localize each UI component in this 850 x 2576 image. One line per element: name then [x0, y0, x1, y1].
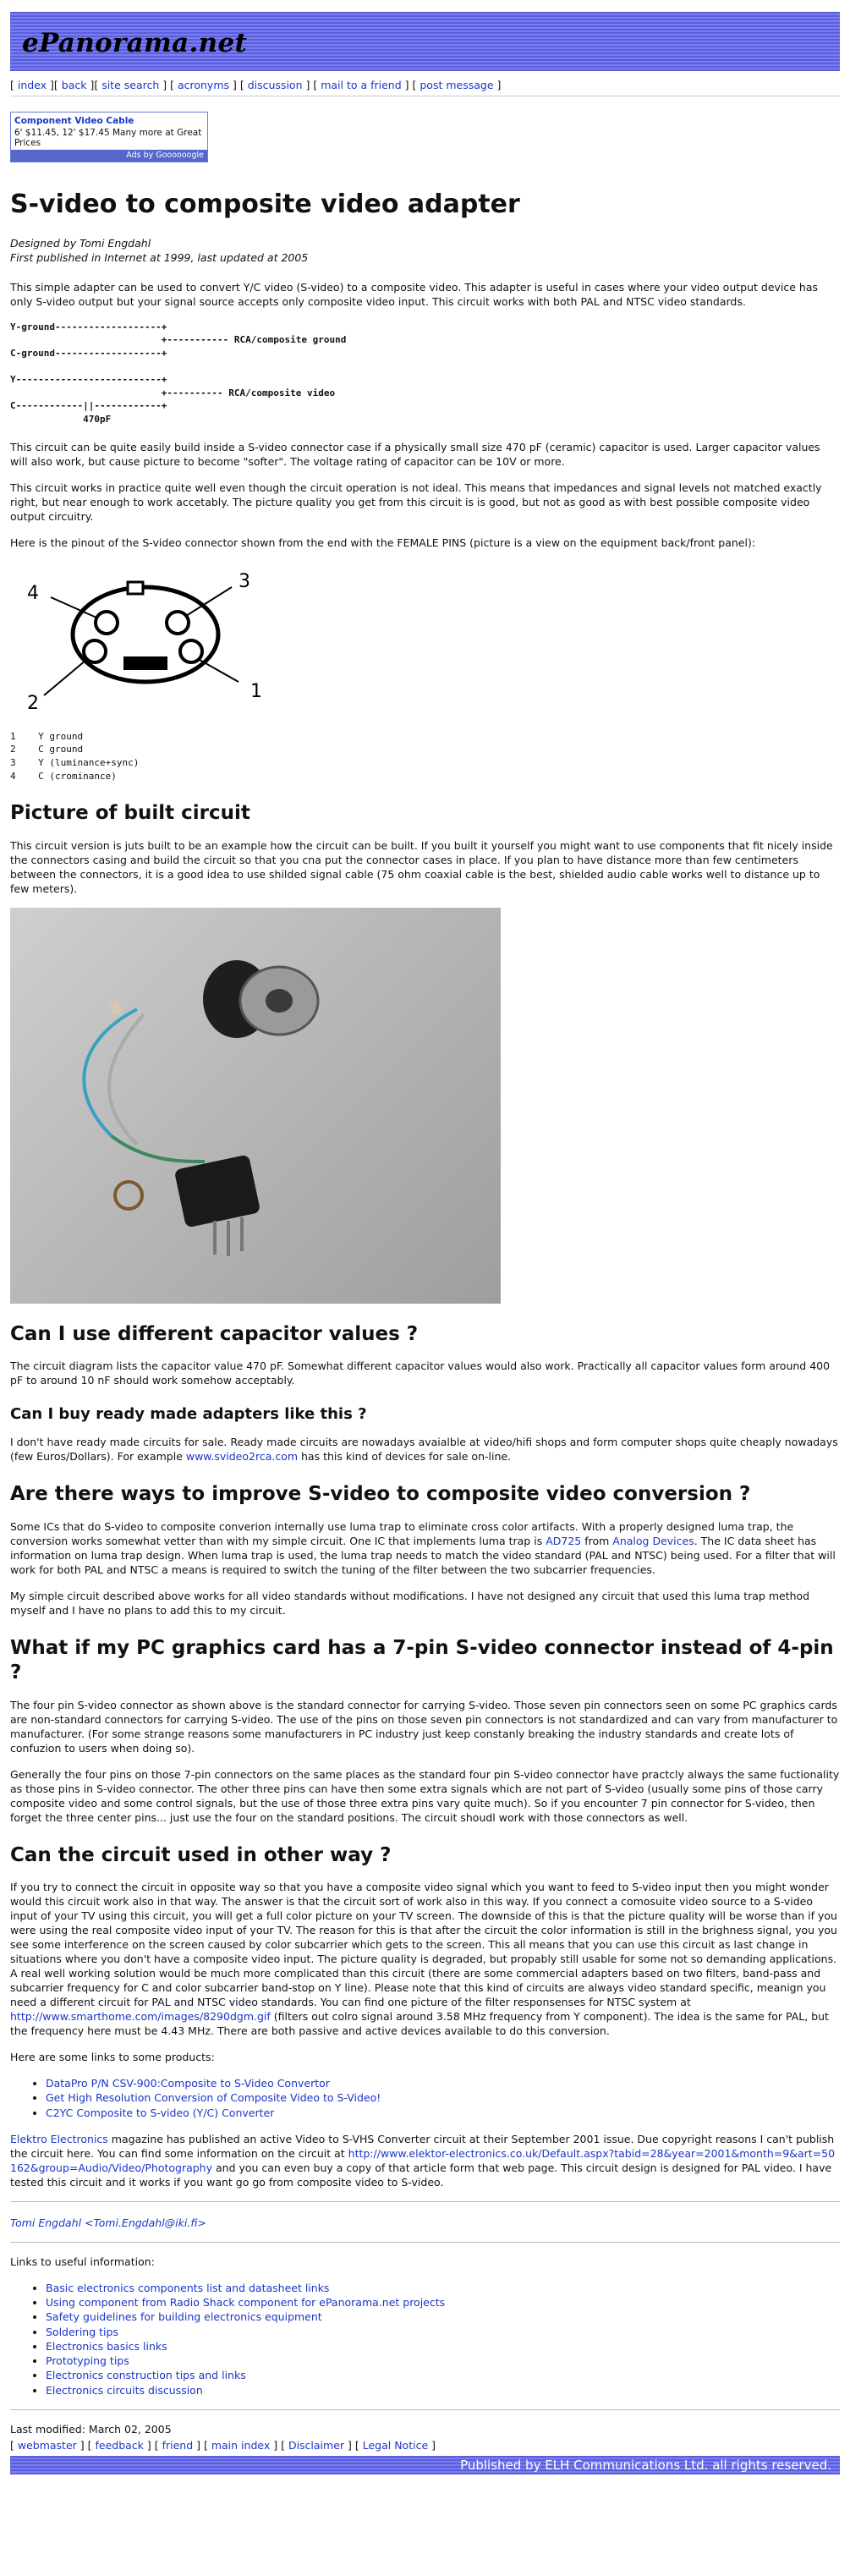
list-item: [46, 2295, 840, 2310]
author-name-link[interactable]: Tomi Engdahl: [10, 2216, 82, 2229]
list-item: [46, 2310, 840, 2324]
list-item: [46, 2106, 840, 2120]
last-modified: Last modified: March 02, 2005: [10, 2422, 172, 2436]
intro-paragraph: This simple adapter can be used to convert Y/C video (S-video) to a composite video. This adapter is useful in cases where your video output device has only S-video output but your signal source accepts only composite video input. This circuit works with both PAL and NTSC video standards.: [10, 280, 819, 308]
7pin-paragraph-2: Generally the four pins on those 7-pin connectors on the same places as the standard four pin S-video connector have practcly always the same fuctionality as those pins in S-video connector. The other three pins can have then some extra signals which are not part of S-video (usually some pins of those carry composite video and some control signals, but the use of those three extra pins vary quite much). So if you encounter 7 pin connector for S-video, then forget the three center pins... just use the four on the standard positions. The circuit shoudl work with those connectors as well.: [10, 1767, 840, 1824]
useful-link-construction[interactable]: Electronics construction tips and links: [46, 2369, 246, 2382]
ad-title[interactable]: Component Video Cable: [14, 116, 134, 126]
heading-picture: Picture of built circuit: [10, 802, 250, 825]
elektro-link[interactable]: Elektro Electronics: [10, 2132, 108, 2145]
list-item: [46, 2090, 840, 2105]
other-text-2: (filters out colro signal around 3.58 MHz frequency from Y component). The idea is the same for PAL, but the frequency here must be 4.43 MHz. There are both passive and active devices available to do this conversion.: [10, 2010, 829, 2038]
heading-buy: Can I buy ready made adapters like this ?: [10, 1404, 367, 1423]
page-title: S-video to composite video adapter: [10, 189, 520, 219]
build-paragraph: This circuit can be quite easily build inside a S-video connector case if a physically small size 470 pF (ceramic) capacitor is used. Larger capacitor values will also work, but cause picture to become "softer". The voltage rating of capacitor can be 10V or more.: [10, 440, 820, 468]
circuit-photo: [10, 908, 501, 1304]
ad-footer[interactable]: Ads by Goooooogle: [11, 150, 207, 162]
pin-label-4: 4: [27, 582, 39, 604]
useful-link-safety[interactable]: Safety guidelines for building electronics equipment: [46, 2310, 322, 2324]
elektor-url-link[interactable]: http://www.elektor-electronics.co.uk/Default.aspx?tabid=28&year=2001&month=9&art=50162&group=Audio/Video/Photography: [10, 2146, 836, 2174]
divider: [10, 2242, 840, 2243]
footer-friend[interactable]: friend: [162, 2438, 194, 2452]
useful-link-radioshack[interactable]: Using component from Radio Shack component for ePanorama.net projects: [46, 2296, 446, 2310]
product-links-list: [10, 2076, 840, 2120]
bottom-nav: [ webmaster ] [ feedback ] [ friend ] [ main index ] [ Disclaimer ] [ Legal Notice ]: [10, 2438, 436, 2452]
list-item: [46, 2076, 840, 2090]
buy-text-2: has this kind of devices for sale on-line.: [298, 1450, 512, 1464]
improve-paragraph: [10, 1519, 840, 1577]
useful-link-soldering[interactable]: Soldering tips: [46, 2325, 118, 2338]
byline: [10, 236, 840, 265]
published-line: First published in Internet at 1999, last updated at 2005: [10, 250, 309, 264]
list-item: [46, 2281, 840, 2295]
author-signature: [10, 2216, 840, 2230]
useful-links-heading: Links to useful information:: [10, 2255, 155, 2268]
svideo-connector-diagram: [10, 568, 289, 717]
improve-text-3: . The IC data sheet has information on luma trap design. When luma trap is used, the luma trap needs to match the video standard (PAL and NTSC) being used. For a filter that will work for both PAL and NTSC a means is required to switch the tuning of the filter between the two subcarrier frequencies.: [10, 1534, 836, 1576]
other-way-paragraph: [10, 1880, 840, 2038]
heading-7pin: What if my PC graphics card has a 7-pin S-video connector instead of 4-pin ?: [10, 1636, 834, 1684]
footer-webmaster[interactable]: webmaster: [17, 2438, 77, 2452]
buy-text-1: I don't have ready made circuits for sale. Ready made circuits are nowadays avaialble at video/hifi shops and form computer shops quite cheaply nowadays (few Euros/Dollars). For example: [10, 1436, 838, 1464]
7pin-paragraph-1: The four pin S-video connector as shown above is the standard connector for carrying S-video. Those seven pin connectors seen on some PC graphics cards are non-standard connectors for carrying S-video. The use of the pins on those seven pin connectors is not standardized and can vary from manufacturer to manufacturer. (For some strange reasons some manufacturers in PC industry just keep constanly breaking the industry standards and create lots of confuzion to users when doing so).: [10, 1698, 838, 1755]
heading-improve: Are there ways to improve S-video to composite video conversion ?: [10, 1483, 751, 1506]
improve-paragraph-2: My simple circuit described above works for all video standards without modifications. I have not designed any circuit that used this luma trap method myself and I have no plans to add this to my circuit.: [10, 1589, 810, 1617]
divider: [10, 2409, 840, 2410]
heading-capacitor: Can I use different capacitor values ?: [10, 1322, 419, 1345]
ad-description: 6' $11.45, 12' $17.45 Many more at Great Prices: [14, 127, 202, 149]
picture-paragraph: This circuit version is juts built to be an example how the circuit can be built. If you built it yourself you might want to use components that fit nicely inside the connectors casing and build the circuit so that you cna put the connector cases in place. If you plan to have distance more than few centimeters between the connectors, it is a good idea to use shilded signal cable (75 ohm coaxial cable is the best, shielded audio cable works well to distance up to few meters).: [10, 838, 833, 895]
product-link-hires[interactable]: Get High Resolution Conversion of Composite Video to S-Video!: [46, 2091, 381, 2105]
pin-label-2: 2: [27, 692, 39, 714]
footer-feedback[interactable]: feedback: [95, 2438, 144, 2452]
product-links-intro: Here are some links to some products:: [10, 2051, 215, 2064]
useful-link-prototyping[interactable]: Prototyping tips: [46, 2354, 129, 2368]
google-ad[interactable]: [10, 112, 208, 162]
pin-label-3: 3: [239, 570, 250, 592]
author-email-link[interactable]: <Tomi.Engdahl@iki.fi>: [85, 2216, 206, 2229]
useful-link-components[interactable]: Basic electronics components list and datasheet links: [46, 2281, 330, 2294]
footer-main-index[interactable]: main index: [211, 2438, 271, 2452]
elektro-paragraph: [10, 2132, 840, 2189]
practice-paragraph: This circuit works in practice quite well even though the circuit operation is not ideal. This means that impedances and signal levels not matched exactly right, but near enough to work accetably. The picture quality you get from this circuit is is good, but not as good as with best possible composite video output circuitry.: [10, 481, 822, 523]
list-item: [46, 2383, 840, 2397]
elektro-text-1: magazine has published an active Video to S-VHS Converter circuit at their September 2001 issue. Due copyright reasons I can't publish the circuit here. You can find some information on the circuit at: [10, 2132, 835, 2160]
site-logo[interactable]: ePanorama.net: [22, 28, 248, 58]
footer-banner: [10, 2456, 840, 2474]
list-item: [46, 2325, 840, 2339]
elektro-text-2: and you can even buy a copy of that article form that web page. This circuit design is designed for PAL video. I have tested this circuit and it works if you want go go from composite video to S-video.: [10, 2161, 832, 2189]
buy-paragraph: [10, 1435, 840, 1464]
useful-links-list: [10, 2281, 840, 2397]
nav-post-message[interactable]: post message: [420, 79, 494, 91]
site-banner: [10, 12, 840, 71]
product-link-c2yc[interactable]: C2YC Composite to S-video (Y/C) Converter: [46, 2106, 275, 2119]
svideo2rca-link[interactable]: www.svideo2rca.com: [185, 1450, 299, 1464]
author-line: Designed by Tomi Engdahl: [10, 236, 151, 250]
capacitor-paragraph: The circuit diagram lists the capacitor value 470 pF. Somewhat different capacitor values would also work. Practically all capacitor values form around 400 pF to around 10 nF should work somehow acceptably.: [10, 1359, 831, 1387]
circuit-schematic: Y-ground-------------------+ +----------- RCA/composite ground C-ground-------------------+ Y--------------------------+ +---------- RCA/composite video C------------||------------+ 470pF: [10, 321, 347, 426]
footer-legal-notice[interactable]: Legal Notice: [362, 2438, 429, 2452]
improve-text-1: Some ICs that do S-video to composite converion internally use luma trap to eliminate cross color artifacts. With a properly designed luma trap, the conversion works somewhat vetter than with my simple circuit. One IC that implements luma trap is: [10, 1519, 794, 1547]
nav-back[interactable]: back: [61, 79, 87, 91]
ad725-link[interactable]: AD725: [546, 1534, 582, 1547]
published-by: Published by ELH Communications Ltd. all rights reserved.: [460, 2457, 831, 2473]
footer-disclaimer[interactable]: Disclaimer: [288, 2438, 345, 2452]
list-item: [46, 2354, 840, 2368]
divider: [10, 2201, 840, 2202]
product-link-datapro[interactable]: DataPro P/N CSV-900:Composite to S-Video Convertor: [46, 2077, 330, 2090]
analog-devices-link[interactable]: Analog Devices: [612, 1534, 694, 1547]
other-text-1: If you try to connect the circuit in opposite way so that you have a composite video signal which you want to feed to S-video input then you might wonder would this circuit work also in that way. The answer is that the circuit sort of work also in this way. If you connect a comosuite video source to a S-video input of your TV using this circuit, you will get a full color picture on your TV screen. The downside of this is that the picture quality will be worse than if you were using the real composite video input of your TV. The reason for this is that after the circuit the color information is still in the brighness signal, you you see some interference on the screen caused by color subcarrier which gets to the screen. This all means that you can use this circuit as last change in situations where you don't have a composite video input. The picture quality is degraded, but propably still usable for some not so demanding applications. A real well working solution would be much more complicated than this circuit (there are some commercial adapters based on two filters, band-pass and subcarrier frequency for C and color subcarrier band-stop on Y line). Please note that this kind of circuits are always video standard specific, meanign you need a different circuit for PAL and NTSC video standards. You can find one picture of the filter responsenses for NTSC system at: [10, 1881, 837, 2009]
nav-site-search[interactable]: site search: [101, 79, 160, 91]
pinout-paragraph: Here is the pinout of the S-video connector shown from the end with the FEMALE PINS (picture is a view on the equipment back/front panel):: [10, 536, 756, 549]
nav-discussion[interactable]: discussion: [247, 79, 303, 91]
smarthome-link[interactable]: http://www.smarthome.com/images/8290dgm.gif: [10, 2010, 271, 2024]
nav-mail-friend[interactable]: mail to a friend: [321, 79, 402, 91]
improve-text-2: from: [581, 1534, 613, 1547]
top-nav: [ index ][ back ][ site search ] [ acronyms ] [ discussion ] [ mail to a friend ] [ post message ]: [10, 78, 840, 96]
list-item: [46, 2368, 840, 2382]
heading-other-way: Can the circuit used in other way ?: [10, 1843, 392, 1866]
circuit-photo-drawing: [10, 908, 501, 1304]
useful-link-basics[interactable]: Electronics basics links: [46, 2339, 167, 2353]
useful-link-discussion[interactable]: Electronics circuits discussion: [46, 2383, 203, 2397]
nav-index[interactable]: index: [17, 79, 47, 91]
list-item: [46, 2339, 840, 2354]
nav-acronyms[interactable]: acronyms: [177, 79, 230, 91]
pin-label-1: 1: [250, 680, 262, 702]
pin-list: 1 Y ground 2 C ground 3 Y (luminance+sync) 4 C (crominance): [10, 730, 140, 782]
